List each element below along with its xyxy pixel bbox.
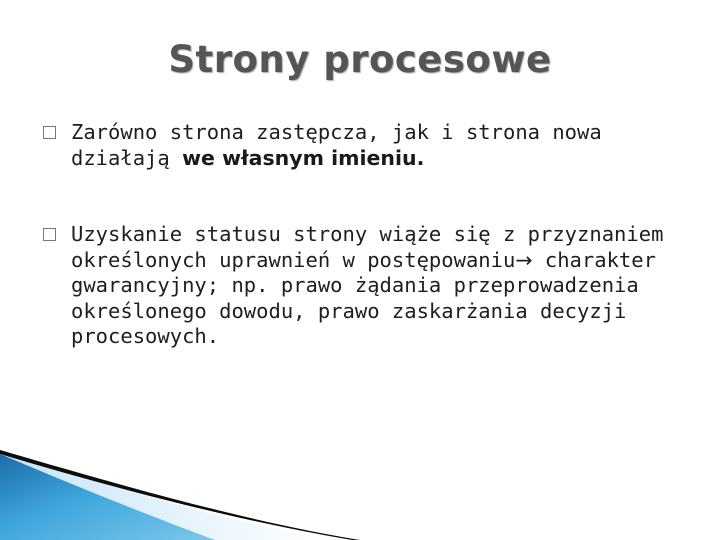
bullet-bold-text: we własnym imieniu. <box>182 145 425 170</box>
bullet-item <box>43 222 683 350</box>
bullet-text-continued: charakter gwarancyjny; np. prawo żądania przeprowadzenia określonego dowodu, prawo zaskarżania decyzji procesowych. <box>71 247 656 348</box>
bullet-box-icon <box>43 228 56 241</box>
bullet-text: Uzyskanie statusu strony wiąże się z przyznaniem określonych uprawnień w postępowaniu <box>71 222 664 272</box>
bullet-text: Zarówno strona zastępcza, jak i strona nowa działają <box>71 120 602 170</box>
corner-swoosh-decoration <box>0 450 720 540</box>
bullet-list <box>43 120 683 350</box>
bullet-box-icon <box>43 126 56 139</box>
bullet-item <box>43 120 683 171</box>
arrow-icon: → <box>515 247 533 272</box>
slide-title: Strony procesowe <box>168 38 552 81</box>
